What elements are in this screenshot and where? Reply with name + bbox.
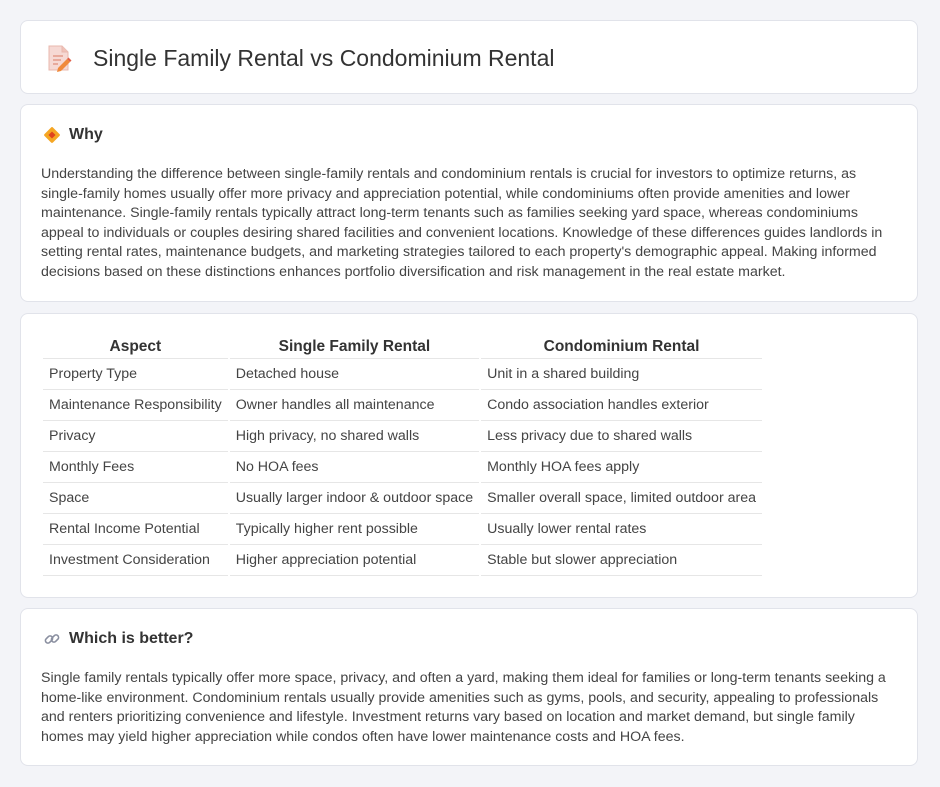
link-icon	[43, 630, 61, 648]
title-row	[45, 41, 554, 75]
page-title: Single Family Rental vs Condominium Rental	[93, 45, 555, 71]
better-text: Single family rentals typically offer more space, privacy, and often a yard, making them ideal for families or long-term tenants seeking a home-like environment. Condominium rentals usually provide amenities such as gyms, pools, and security, appealing to professionals and renters prioritizing convenience and lifestyle. Investment returns vary based on location and market demand, but single family homes may yield higher appreciation while condos often have lower maintenance costs and HOA fees.	[41, 670, 886, 745]
cell-single-family: Higher appreciation potential	[230, 545, 479, 576]
cell-aspect: Property Type	[43, 359, 228, 390]
table-row	[43, 359, 762, 390]
document-pen-icon	[45, 43, 73, 73]
cell-single-family: High privacy, no shared walls	[230, 421, 479, 452]
cell-condominium: Stable but slower appreciation	[481, 545, 762, 576]
cell-condominium: Condo association handles exterior	[481, 390, 762, 421]
better-card	[20, 608, 918, 766]
table-header-row	[43, 334, 762, 359]
cell-aspect: Investment Consideration	[43, 545, 228, 576]
table-row	[43, 545, 762, 576]
cell-aspect: Space	[43, 483, 228, 514]
cell-condominium: Less privacy due to shared walls	[481, 421, 762, 452]
why-heading	[43, 126, 103, 144]
why-heading-label: Why	[69, 126, 103, 143]
column-header-single-family: Single Family Rental	[230, 334, 479, 359]
table-row	[43, 390, 762, 421]
table-row	[43, 483, 762, 514]
better-heading	[43, 630, 193, 648]
cell-aspect: Rental Income Potential	[43, 514, 228, 545]
table-row	[43, 421, 762, 452]
cell-condominium: Usually lower rental rates	[481, 514, 762, 545]
cell-single-family: No HOA fees	[230, 452, 479, 483]
cell-condominium: Unit in a shared building	[481, 359, 762, 390]
cell-aspect: Monthly Fees	[43, 452, 228, 483]
diamond-sign-icon	[43, 126, 61, 144]
comparison-table	[41, 334, 764, 576]
table-row	[43, 514, 762, 545]
why-text: Understanding the difference between single-family rentals and condominium rentals is crucial for investors to optimize returns, as single-family homes usually offer more privacy and appreciation potential, while condominiums often provide amenities and lower maintenance. Single-family rentals typically attract long-term tenants such as families seeking yard space, whereas condominiums appeal to individuals or couples desiring shared facilities and convenient locations. Knowledge of these differences guides landlords in setting rental rates, maintenance budgets, and marketing strategies tailored to each property's demographic appeal. Making informed decisions based on these distinctions enhances portfolio diversification and risk management in the real estate market.	[41, 166, 883, 280]
cell-single-family: Detached house	[230, 359, 479, 390]
table-row	[43, 452, 762, 483]
better-heading-label: Which is better?	[69, 630, 194, 647]
table-card	[20, 313, 918, 598]
cell-single-family: Owner handles all maintenance	[230, 390, 479, 421]
cell-aspect: Maintenance Responsibility	[43, 390, 228, 421]
cell-aspect: Privacy	[43, 421, 228, 452]
header-card	[20, 20, 918, 94]
column-header-condominium: Condominium Rental	[481, 334, 762, 359]
cell-single-family: Typically higher rent possible	[230, 514, 479, 545]
why-card	[20, 104, 918, 302]
cell-condominium: Smaller overall space, limited outdoor area	[481, 483, 762, 514]
cell-single-family: Usually larger indoor & outdoor space	[230, 483, 479, 514]
cell-condominium: Monthly HOA fees apply	[481, 452, 762, 483]
column-header-aspect: Aspect	[43, 334, 228, 359]
